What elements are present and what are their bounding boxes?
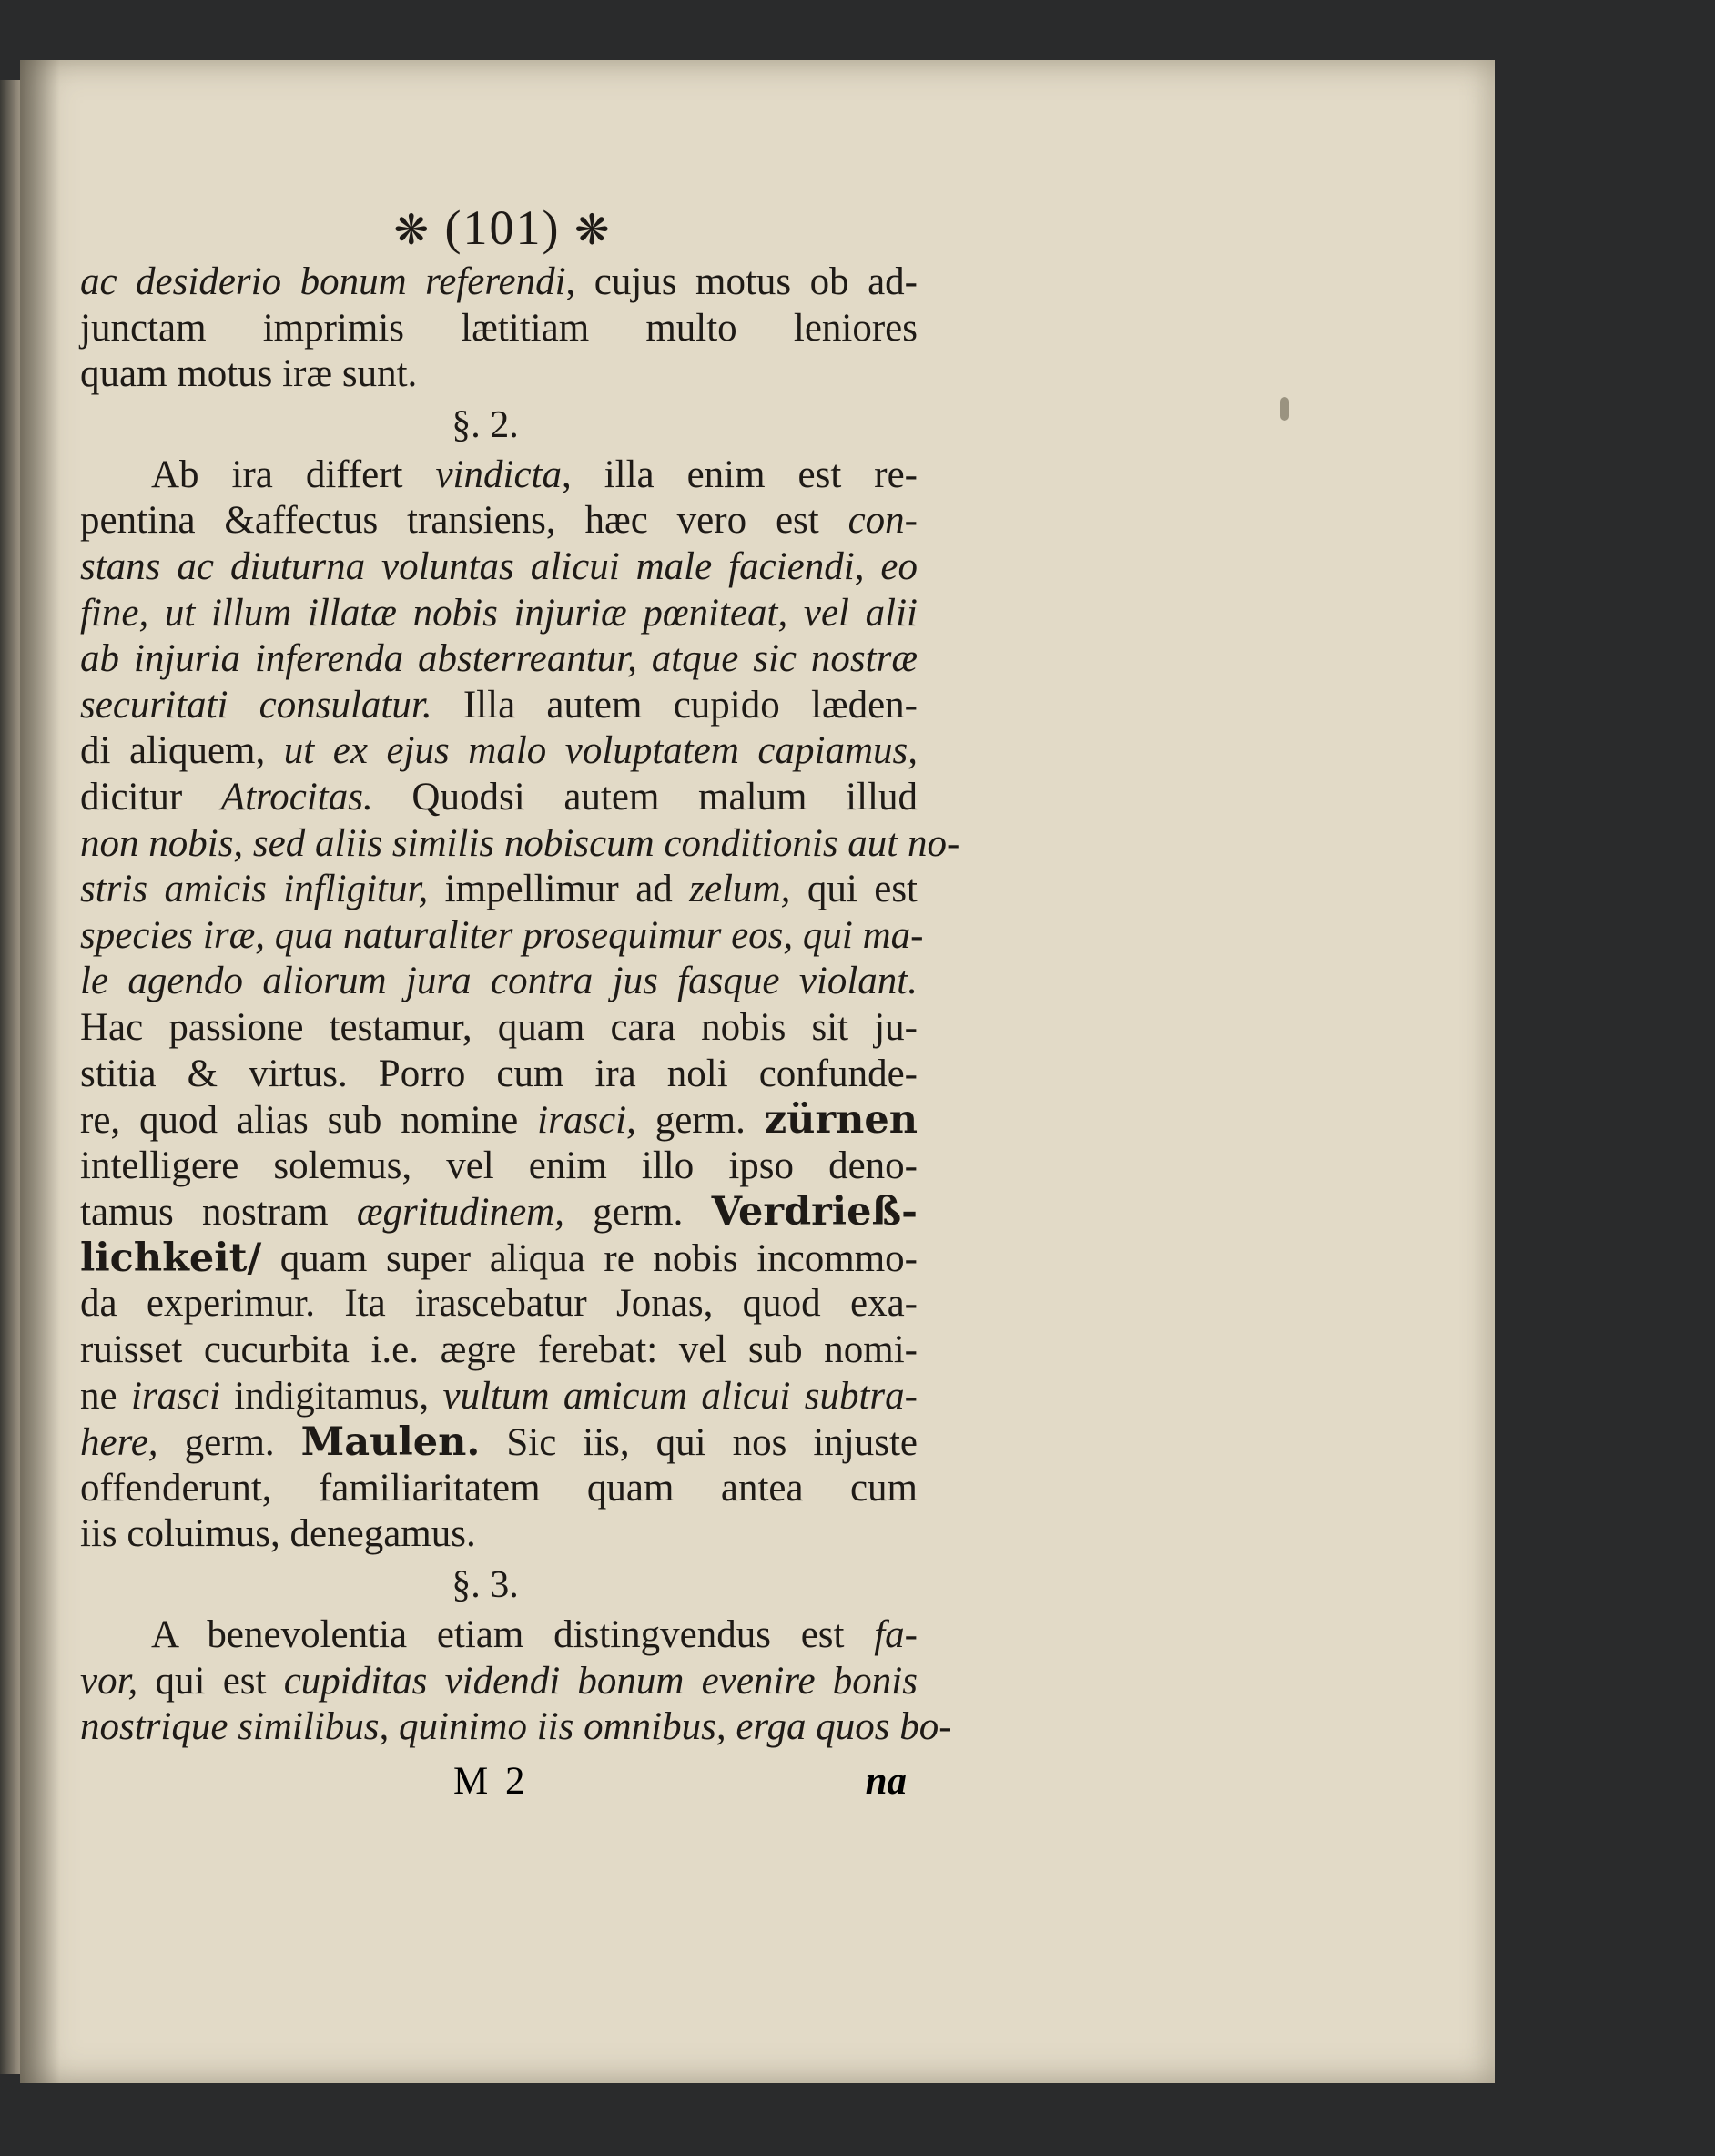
text-line: species iræ, qua naturaliter prosequimur eos, qui ma- (80, 913, 924, 957)
text-line: junctam imprimis lætitiam multo leniores (80, 306, 918, 350)
text-line: stans ac diuturna voluntas alicui male faciendi, eo (80, 544, 918, 588)
paragraph-2 (80, 453, 960, 1558)
paragraph-1 (80, 259, 918, 398)
ornament-left-icon: ❋ (393, 207, 431, 253)
text-line: re, quod alias sub nomine irasci, germ. zürnen (80, 1097, 918, 1144)
text-line: intelligere solemus, vel enim illo ipso deno- (80, 1144, 918, 1187)
text-line: here, germ. Maulen. Sic iis, qui nos injuste (80, 1419, 918, 1466)
page-text (80, 196, 960, 1751)
text-line: ruisset cucurbita i.e. ægre ferebat: vel sub nomi- (80, 1328, 918, 1372)
paper-blemish (1280, 397, 1289, 421)
text-line: dicitur Atrocitas. Quodsi autem malum illud (80, 775, 918, 819)
text-line: securitati consulatur. Illa autem cupido læden- (80, 683, 918, 727)
ornament-right-icon: ❋ (573, 207, 612, 253)
text-line: pentina &affectus transiens, hæc vero est con- (80, 499, 918, 543)
text-line: stitia & virtus. Porro cum ira noli confunde- (80, 1052, 918, 1095)
text-line: le agendo aliorum jura contra jus fasque violant. (80, 960, 918, 1003)
text-line: ne irasci indigitamus, vultum amicum alicui subtra- (80, 1374, 918, 1418)
text-line: stris amicis infligitur, impellimur ad zelum, qui est (80, 868, 918, 911)
page-footer (80, 1754, 918, 1809)
text-line: fine, ut illum illatæ nobis injuriæ pœniteat, vel alii (80, 591, 918, 635)
text-line: da experimur. Ita irascebatur Jonas, quod exa- (80, 1282, 918, 1326)
text-line: A benevolentia etiam distingvendus est fa- (151, 1613, 918, 1657)
text-line: ab injuria inferenda absterreantur, atque sic nostræ (80, 637, 918, 681)
text-line: vor, qui est cupiditas videndi bonum evenire bonis (80, 1659, 918, 1703)
signature-mark: M 2 (453, 1760, 529, 1803)
page-header (87, 196, 918, 259)
text-line: nostrique similibus, quinimo iis omnibus, erga quos bo- (80, 1705, 952, 1749)
text-line: non nobis, sed aliis similis nobiscum conditionis aut no- (80, 821, 960, 865)
text-line: iis coluimus, denegamus. (80, 1512, 476, 1556)
text-line: di aliquem, ut ex ejus malo voluptatem capiamus, (80, 729, 918, 773)
catchword: na (865, 1760, 907, 1803)
section-heading-3: §. 3. (452, 1564, 519, 1607)
text-line: ac desiderio bonum referendi, cujus motus ob ad- (80, 260, 918, 303)
page-gutter-shadow (20, 60, 60, 2083)
paragraph-3 (80, 1612, 952, 1751)
text-line: offenderunt, familiaritatem quam antea cum (80, 1466, 918, 1510)
text-line: Hac passione testamur, quam cara nobis sit ju- (80, 1005, 918, 1049)
text-line: Ab ira differt vindicta, illa enim est re- (151, 453, 918, 496)
text-line: quam motus iræ sunt. (80, 352, 418, 396)
text-line: tamus nostram ægritudinem, germ. Verdrieß- (80, 1189, 918, 1236)
text-line: lichkeit/ quam super aliqua re nobis incommo- (80, 1235, 918, 1281)
section-heading-2: §. 2. (452, 403, 519, 446)
page-number: (101) (444, 200, 561, 255)
